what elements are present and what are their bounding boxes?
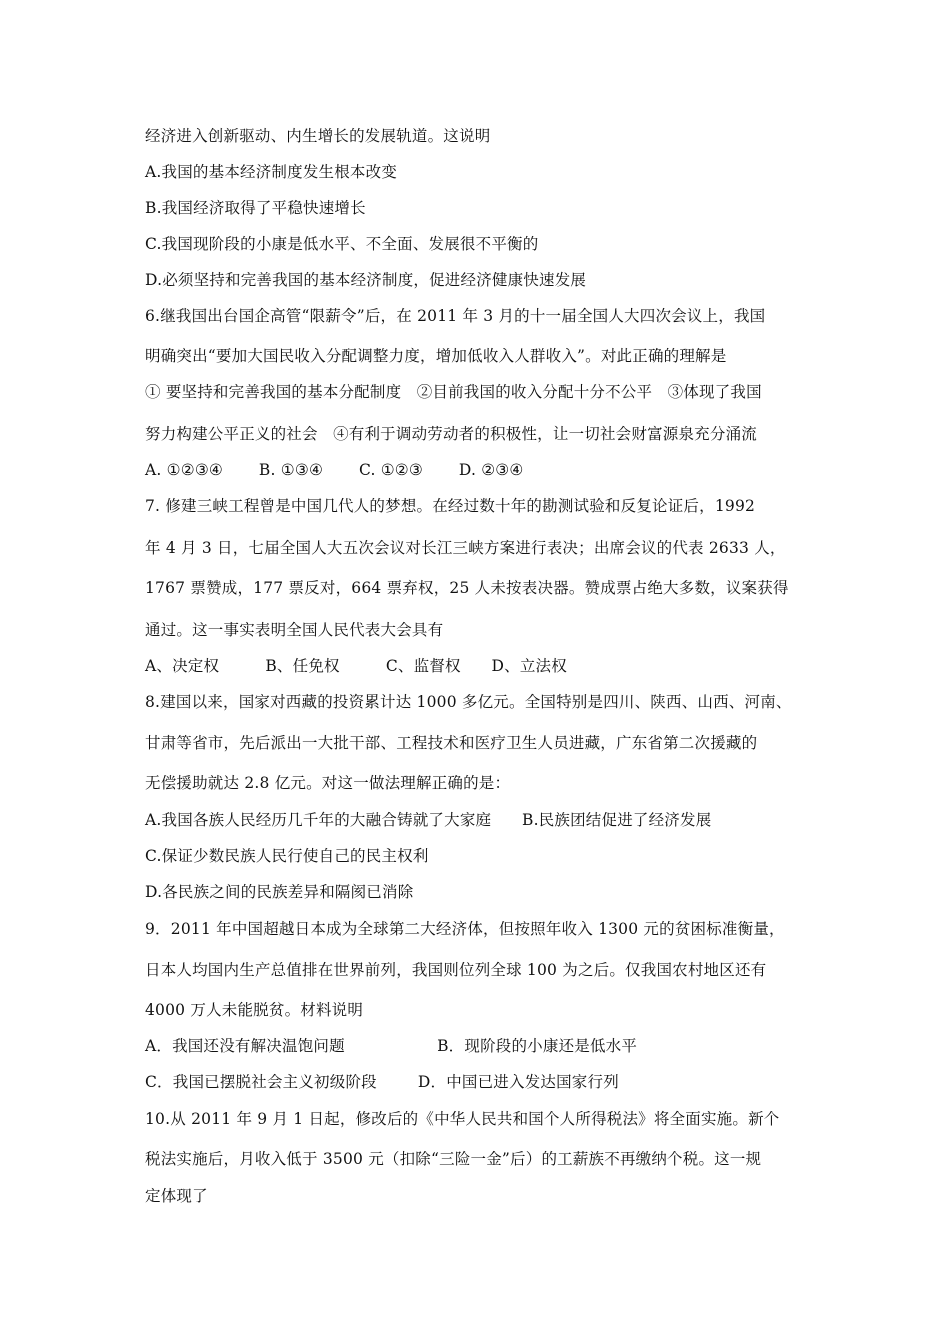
text-line: D.各民族之间的民族差异和隔阂已消除 [145, 883, 414, 901]
text-line: 明确突出“要加大国民收入分配调整力度，增加低收入人群收入”。对此正确的理解是 [145, 347, 727, 365]
text-line: ① 要坚持和完善我国的基本分配制度 ②目前我国的收入分配十分不公平 ③体现了我国 [145, 383, 762, 401]
text-line: 通过。这一事实表明全国人民代表大会具有 [145, 621, 444, 639]
text-line: 10.从 2011 年 9 月 1 日起，修改后的《中华人民共和国个人所得税法》将全面实施。新个 [145, 1110, 780, 1128]
text-line: 日本人均国内生产总值排在世界前列，我国则位列全球 100 为之后。仅我国农村地区还有 [145, 961, 767, 979]
text-line: 1767 票赞成，177 票反对，664 票弃权，25 人未按表决器。赞成票占绝大多数，议案获得 [145, 579, 789, 597]
text-line: A.我国的基本经济制度发生根本改变 [145, 163, 398, 181]
text-line: C．我国已摆脱社会主义初级阶段 D．中国已进入发达国家行列 [145, 1073, 619, 1091]
text-line: A．我国还没有解决温饱问题 B．现阶段的小康还是低水平 [145, 1037, 638, 1055]
text-line: 努力构建公平正义的社会 ④有利于调动劳动者的积极性，让一切社会财富源泉充分涌流 [145, 425, 757, 443]
text-line: A. ①②③④ B. ①③④ C. ①②③ D. ②③④ [145, 461, 524, 479]
text-line: D.必须坚持和完善我国的基本经济制度，促进经济健康快速发展 [145, 271, 587, 289]
text-line: 甘肃等省市，先后派出一大批干部、工程技术和医疗卫生人员进藏，广东省第二次援藏的 [145, 734, 758, 752]
text-line: C.我国现阶段的小康是低水平、不全面、发展很不平衡的 [145, 235, 539, 253]
text-line: 年 4 月 3 日，七届全国人大五次会议对长江三峡方案进行表决；出席会议的代表 2633 人， [145, 539, 786, 557]
text-line: 8.建国以来，国家对西藏的投资累计达 1000 多亿元。全国特别是四川、陕西、山西、河南、 [145, 693, 792, 711]
text-line: C.保证少数民族人民行使自己的民主权利 [145, 847, 429, 865]
text-line: 4000 万人未能脱贫。材料说明 [145, 1001, 364, 1019]
text-line: 9．2011 年中国超越日本成为全球第二大经济体，但按照年收入 1300 元的贫困标准衡量， [145, 920, 785, 938]
text-line: 定体现了 [145, 1187, 208, 1205]
text-line: 7. 修建三峡工程曾是中国几代人的梦想。在经过数十年的勘测试验和反复论证后，1992 [145, 497, 756, 515]
text-line: 税法实施后，月收入低于 3500 元（扣除“三险一金”后）的工薪族不再缴纳个税。这一规 [145, 1150, 762, 1168]
text-line: 经济进入创新驱动、内生增长的发展轨道。这说明 [145, 127, 491, 145]
text-line: 无偿援助就达 2.8 亿元。对这一做法理解正确的是： [145, 774, 511, 792]
text-line: A.我国各族人民经历几千年的大融合铸就了大家庭 B.民族团结促进了经济发展 [145, 811, 712, 829]
text-line: 6.继我国出台国企高管“限薪令”后，在 2011 年 3 月的十一届全国人大四次会议上，我国 [145, 307, 766, 325]
text-line: A、决定权 B、任免权 C、监督权 D、立法权 [145, 657, 567, 675]
text-line: B.我国经济取得了平稳快速增长 [145, 199, 366, 217]
